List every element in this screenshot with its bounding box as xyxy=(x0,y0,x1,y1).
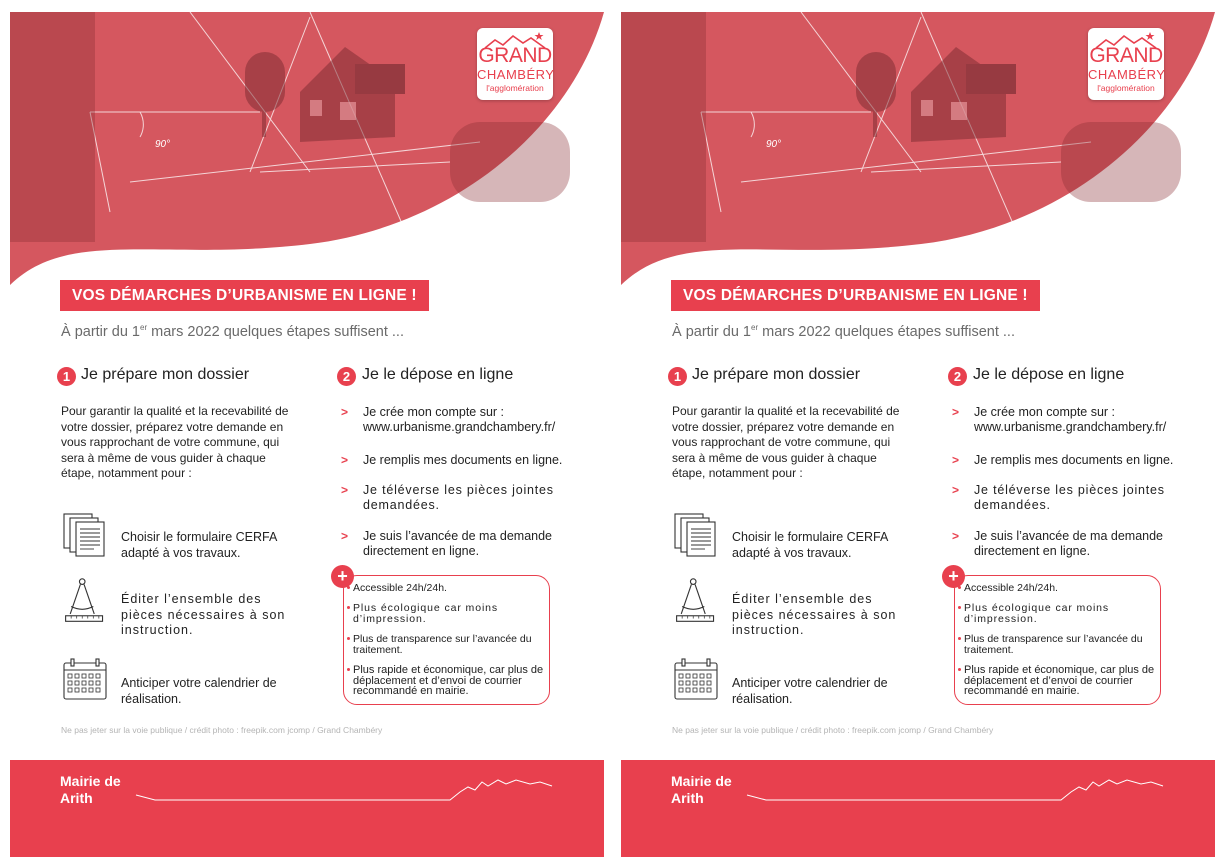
chevron-right-icon: > xyxy=(952,483,960,497)
logo-grand-text: GRAND xyxy=(1089,44,1163,67)
chevron-right-icon: > xyxy=(341,483,349,497)
hero-angle-label: 90° xyxy=(155,139,171,150)
footer-band xyxy=(10,760,604,857)
chevron-right-icon: > xyxy=(341,529,349,543)
feature-calendrier xyxy=(62,655,312,706)
step-2-badge: 2 xyxy=(948,367,967,386)
advantage-item: Plus de transparence sur l’avancée du traitement. xyxy=(964,634,1160,655)
grand-chambery-logo xyxy=(1088,28,1164,100)
online-step-compte-text: Je crée mon compte sur : www.urbanisme.grandchambery.fr/ xyxy=(974,405,1167,434)
grand-chambery-logo xyxy=(477,28,553,100)
advantage-item: Plus rapide et économique, car plus de déplacement et d’envoi de courrier recommandé en mairie. xyxy=(353,665,549,697)
online-step-compte-text: Je crée mon compte sur : www.urbanisme.grandchambery.fr/ xyxy=(363,405,556,434)
footer-band xyxy=(621,760,1215,857)
chevron-right-icon: > xyxy=(952,453,960,467)
advantage-item: Plus de transparence sur l’avancée du traitement. xyxy=(353,634,549,655)
advantage-item: Plus écologique car moins d’impression. xyxy=(353,603,549,624)
logo-chambery-text: CHAMBÉRY xyxy=(477,67,555,82)
online-step-suivi-text: Je suis l’avancée de ma demande directement en ligne. xyxy=(974,529,1164,558)
advantage-item: Accessible 24h/24h. xyxy=(964,583,1160,594)
step-2-badge: 2 xyxy=(337,367,356,386)
online-step-pieces-text: Je téléverse les pièces jointes demandées. xyxy=(363,483,554,512)
calendar-icon xyxy=(62,655,108,703)
plus-icon: + xyxy=(942,565,965,588)
feature-cerfa xyxy=(62,512,312,560)
feature-pieces-text: Éditer l’ensemble des pièces nécessaires à son instruction. xyxy=(121,592,286,637)
feature-pieces xyxy=(62,577,312,637)
flyer-right xyxy=(621,12,1215,857)
page-title-banner: VOS DÉMARCHES D’URBANISME EN LIGNE ! xyxy=(60,280,429,311)
chevron-right-icon: > xyxy=(952,529,960,543)
step-1-badge: 1 xyxy=(57,367,76,386)
subtitle: À partir du 1er mars 2022 quelques étapes suffisent ... xyxy=(672,323,1015,340)
step-1-title: Je prépare mon dossier xyxy=(692,366,861,383)
mairie-name: Mairie de Arith xyxy=(671,773,732,806)
hero-angle-label: 90° xyxy=(766,139,782,150)
page-title-banner: VOS DÉMARCHES D’URBANISME EN LIGNE ! xyxy=(671,280,1040,311)
online-step-documents-text: Je remplis mes documents en ligne. xyxy=(363,453,563,467)
step-2-title: Je le dépose en ligne xyxy=(973,366,1125,383)
mairie-name: Mairie de Arith xyxy=(60,773,121,806)
calendar-icon xyxy=(673,655,719,703)
feature-calendrier xyxy=(673,655,923,706)
step-1-title: Je prépare mon dossier xyxy=(81,366,250,383)
chevron-right-icon: > xyxy=(952,405,960,419)
feature-pieces xyxy=(673,577,923,637)
feature-calendrier-text: Anticiper votre calendrier de réalisation. xyxy=(121,676,277,706)
online-step-pieces-text: Je téléverse les pièces jointes demandées. xyxy=(974,483,1165,512)
intro-paragraph: Pour garantir la qualité et la recevabilité de votre dossier, préparez votre demande en vous rapprochant de votre commune, qui sera à même de vous guider à chaque étape, notamment pour : xyxy=(672,404,900,480)
logo-subtitle: l'agglomération xyxy=(1097,83,1155,93)
flyer-left xyxy=(10,12,604,857)
chevron-right-icon: > xyxy=(341,453,349,467)
advantage-item: Plus rapide et économique, car plus de déplacement et d’envoi de courrier recommandé en mairie. xyxy=(964,665,1160,697)
step-1-badge: 1 xyxy=(668,367,687,386)
step-2-title: Je le dépose en ligne xyxy=(362,366,514,383)
advantage-item: Accessible 24h/24h. xyxy=(353,583,549,594)
compass-icon xyxy=(673,577,719,625)
logo-subtitle: l'agglomération xyxy=(486,83,544,93)
chevron-right-icon: > xyxy=(341,405,349,419)
logo-chambery-text: CHAMBÉRY xyxy=(1088,67,1166,82)
feature-pieces-text: Éditer l’ensemble des pièces nécessaires à son instruction. xyxy=(732,592,897,637)
online-step-suivi-text: Je suis l’avancée de ma demande directement en ligne. xyxy=(363,529,553,558)
intro-paragraph: Pour garantir la qualité et la recevabilité de votre dossier, préparez votre demande en vous rapprochant de votre commune, qui sera à même de vous guider à chaque étape, notamment pour : xyxy=(61,404,289,480)
subtitle: À partir du 1er mars 2022 quelques étapes suffisent ... xyxy=(61,323,404,340)
photo-credit: Ne pas jeter sur la voie publique / crédit photo : freepik.com jcomp / Grand Chambéry xyxy=(61,725,383,735)
feature-cerfa xyxy=(673,512,923,560)
feature-calendrier-text: Anticiper votre calendrier de réalisation. xyxy=(732,676,888,706)
documents-icon xyxy=(673,512,719,560)
photo-credit: Ne pas jeter sur la voie publique / crédit photo : freepik.com jcomp / Grand Chambéry xyxy=(672,725,994,735)
logo-grand-text: GRAND xyxy=(478,44,552,67)
plus-icon: + xyxy=(331,565,354,588)
compass-icon xyxy=(62,577,108,625)
online-step-documents-text: Je remplis mes documents en ligne. xyxy=(974,453,1174,467)
feature-cerfa-text: Choisir le formulaire CERFA adapté à vos travaux. xyxy=(121,530,277,560)
documents-icon xyxy=(62,512,108,560)
feature-cerfa-text: Choisir le formulaire CERFA adapté à vos travaux. xyxy=(732,530,888,560)
advantage-item: Plus écologique car moins d’impression. xyxy=(964,603,1160,624)
